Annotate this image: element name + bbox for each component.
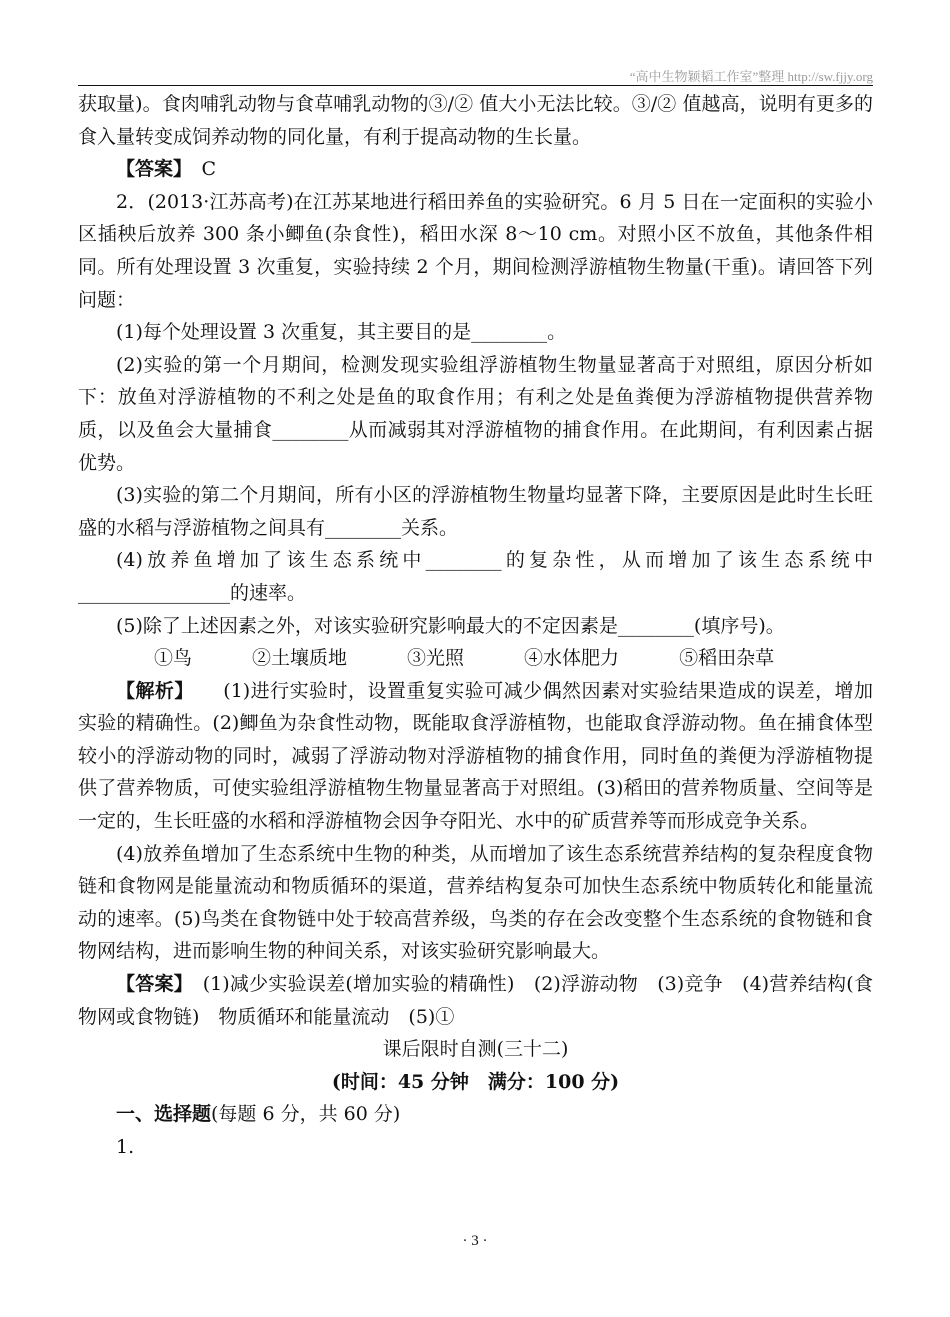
choice-item: ⑤稻田杂草 (679, 647, 775, 670)
answer-2 (78, 968, 873, 1033)
answer-label: 【答案】 (116, 158, 183, 181)
document-body (78, 88, 873, 1164)
sub-question-5: (5)除了上述因素之外，对该实验研究影响最大的不定因素是________(填序号)。 (116, 614, 785, 637)
question-number: 2． (116, 190, 148, 213)
test-item-1: 1. (116, 1136, 135, 1158)
sub-question-1: (1)每个处理设置 3 次重复，其主要目的是________。 (116, 321, 567, 344)
answer-value: C (201, 158, 217, 181)
section-title: 一、选择题 (116, 1103, 212, 1126)
choice-item: ①鸟 (154, 647, 193, 670)
choice-item: ④水体肥力 (524, 647, 620, 670)
choice-item: ③光照 (407, 647, 465, 670)
page-number: · 3 · (462, 1233, 488, 1249)
analysis-text: (1)进行实验时，设置重复实验可减少偶然因素对实验结果造成的误差，增加实验的精确性。(2)鲫鱼为杂食性动物，既能取食浮游植物，也能取食浮游动物。鱼在捕食体型较小的浮游动物的同时，减弱了浮游动物对浮游植物的捕食作用，同时鱼的粪便为浮游植物提供了营养物质，可使实验组浮游植物生物量显著高于对照组。(3)稻田的营养物质量、空间等是一定的，生长旺盛的水稻和浮游植物会因争夺阳光、水中的矿质营养等而形成竞争关系。 (78, 679, 873, 833)
choice-list (78, 642, 873, 675)
question-stem-text: 在江苏某地进行稻田养鱼的实验研究。6 月 5 日在一定面积的实验小区插秧后放养 300 条小鲫鱼(杂食性)，稻田水深 8～10 cm。对照小区不放鱼，其他条件相同。所有处理设置 3 次重复，实验持续 2 个月，期间检测浮游植物生物量(干重)。请回答下列问题： (78, 190, 873, 311)
analysis-label: 【解析】 (116, 679, 185, 702)
section-heading (78, 1098, 873, 1131)
answer-label: 【答案】 (116, 973, 184, 996)
page-header: “高中生物颖韬工作室”整理 http://sw.fjjy.org (629, 69, 873, 84)
sub-question-2: (2)实验的第一个月期间，检测发现实验组浮游植物生物量显著高于对照组，原因分析如下：放鱼对浮游植物的不利之处是鱼的取食作用；有利之处是鱼粪便为浮游植物提供营养物质，以及鱼会大量捕食________从而减弱其对浮游植物的捕食作用。在此期间，有利因素占据优势。 (78, 353, 873, 474)
question-2-stem (78, 186, 873, 316)
answer-text: (1)减少实验误差(增加实验的精确性) (2)浮游动物 (3)竞争 (4)营养结构(食物网或食物链) 物质循环和能量流动 (5)① (78, 973, 873, 1028)
continued-paragraph: 获取量)。食肉哺乳动物与食草哺乳动物的③/② 值大小无法比较。③/② 值越高，说明有更多的食入量转变成饲养动物的同化量，有利于提高动物的生长量。 (78, 93, 873, 148)
test-title: 课后限时自测(三十二) (382, 1038, 569, 1061)
section-note: (每题 6 分，共 60 分) (211, 1103, 401, 1126)
test-subtitle: (时间：45 分钟 满分：100 分) (331, 1070, 620, 1093)
analysis-paragraph-1 (78, 675, 873, 838)
question-source: (2013·江苏高考) (147, 190, 294, 213)
sub-question-3: (3)实验的第二个月期间，所有小区的浮游植物生物量均显著下降，主要原因是此时生长旺盛的水稻与浮游植物之间具有________关系。 (78, 484, 873, 539)
answer-1 (78, 153, 873, 186)
sub-question-4: (4)放养鱼增加了该生态系统中________的复杂性，从而增加了该生态系统中________________的速率。 (78, 549, 873, 604)
choice-item: ②土壤质地 (252, 647, 348, 670)
header-rule (78, 85, 873, 86)
analysis-paragraph-2: (4)放养鱼增加了生态系统中生物的种类，从而增加了该生态系统营养结构的复杂程度食物链和食物网是能量流动和物质循环的渠道，营养结构复杂可加快生态系统中物质转化和能量流动的速率。(5)鸟类在食物链中处于较高营养级，鸟类的存在会改变整个生态系统的食物链和食物网结构，进而影响生物的种间关系，对该实验研究影响最大。 (78, 842, 873, 963)
